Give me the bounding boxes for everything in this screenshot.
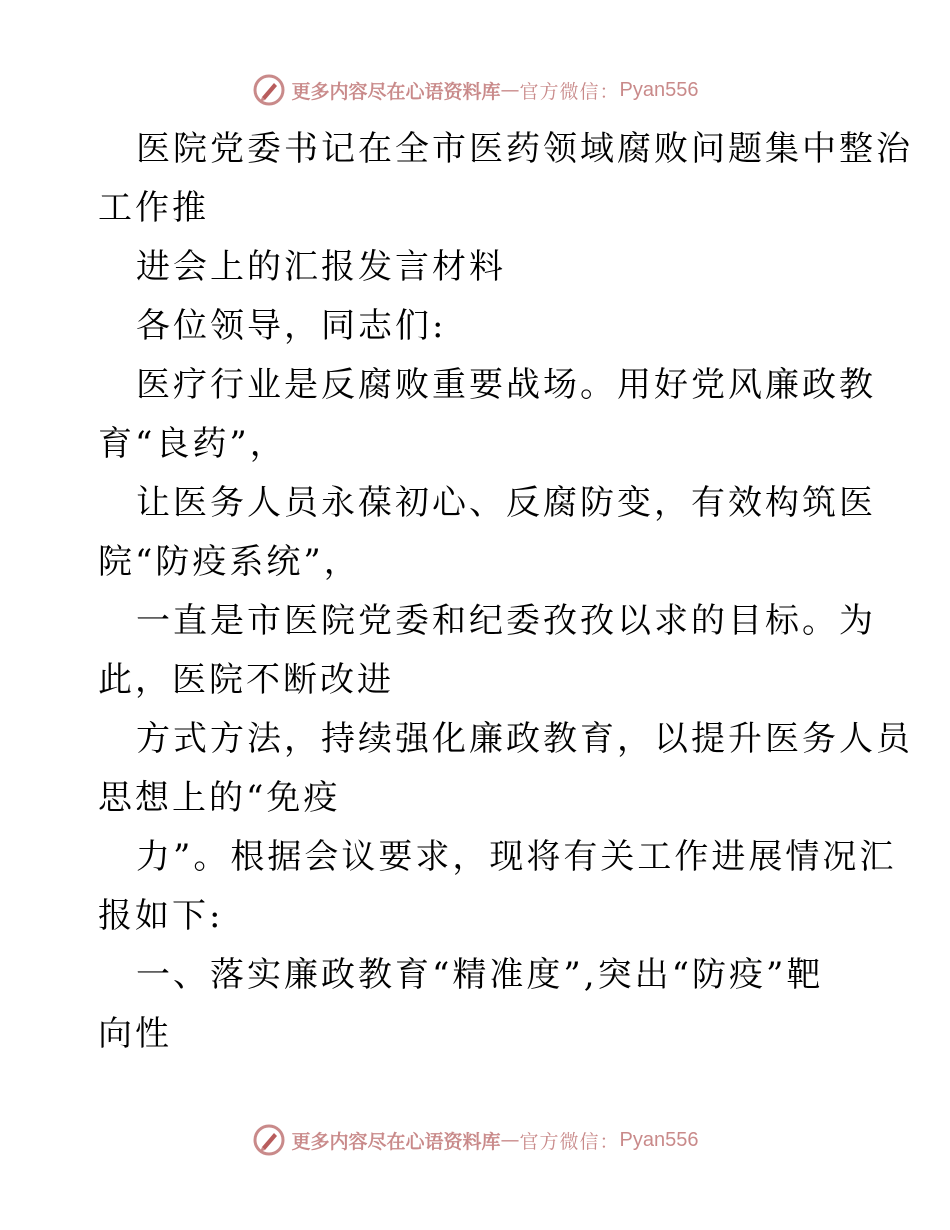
text-line: 院“防疫系统”，	[98, 542, 361, 582]
watermark-brand-text: 更多内容尽在心语资料库	[291, 80, 501, 103]
text-line: 进会上的汇报发言材料	[136, 247, 506, 287]
text-line: 此，医院不断改进	[98, 660, 394, 700]
footer-watermark	[0, 1120, 950, 1160]
pen-circle-logo-icon	[252, 1123, 286, 1157]
watermark-separator: —	[500, 1129, 520, 1151]
text-line: 让医务人员永葆初心、反腐防变，有效构筑医	[136, 483, 876, 523]
section-heading: 一、落实廉政教育“精准度”,突出“防疫”靶	[136, 955, 824, 995]
text-line: 一直是市医院党委和纪委孜孜以求的目标。为	[136, 601, 876, 641]
document-body	[98, 120, 913, 1064]
watermark-wechat-id: Pyan556	[619, 78, 699, 101]
text-line: 各位领导，同志们:	[136, 306, 447, 346]
text-line: 报如下:	[98, 896, 224, 936]
text-line: 力”。根据会议要求，现将有关工作进展情况汇	[136, 837, 897, 877]
watermark-wechat-label: 官方微信：	[519, 80, 620, 103]
text-line: 工作推	[98, 188, 209, 228]
watermark-separator: —	[500, 79, 520, 101]
section-heading-continuation: 向性	[98, 1014, 172, 1054]
text-line: 方式方法，持续强化廉政教育，以提升医务人员	[136, 719, 913, 759]
text-line: 医疗行业是反腐败重要战场。用好党风廉政教	[136, 365, 876, 405]
pen-circle-logo-icon	[252, 73, 286, 107]
text-line: 医院党委书记在全市医药领域腐败问题集中整治	[136, 129, 913, 169]
text-line: 育“良药”，	[98, 424, 287, 464]
watermark-wechat-id: Pyan556	[619, 1128, 699, 1151]
header-watermark	[0, 70, 950, 110]
text-line: 思想上的“免疫	[98, 778, 341, 818]
watermark-wechat-label: 官方微信：	[519, 1130, 620, 1153]
watermark-brand-text: 更多内容尽在心语资料库	[291, 1130, 501, 1153]
